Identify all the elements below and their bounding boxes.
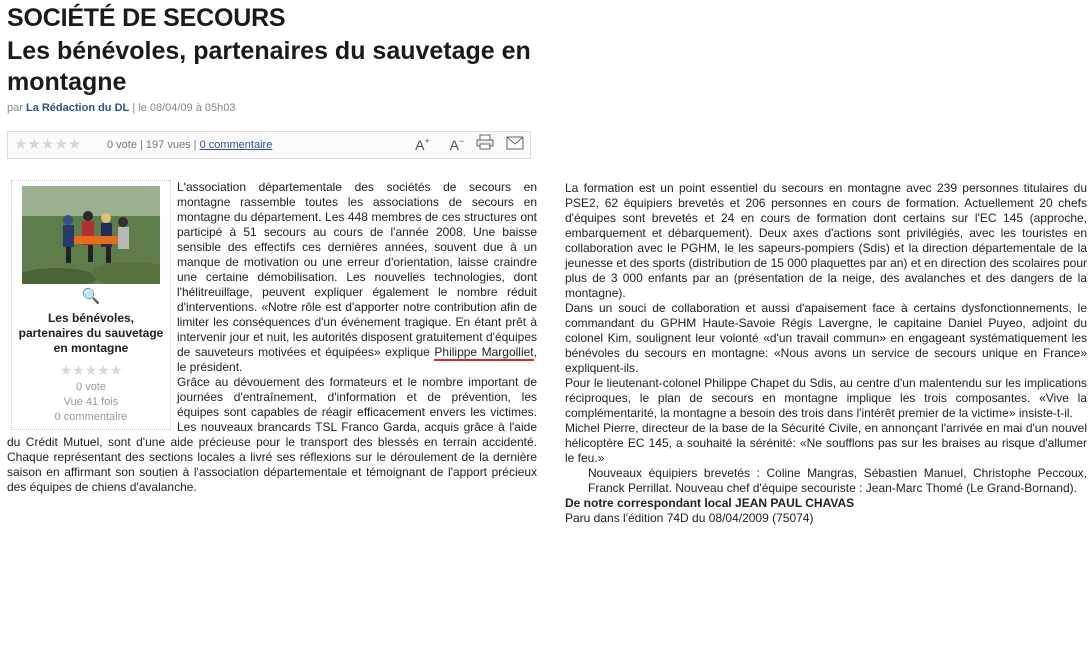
article-body-left: [7, 180, 537, 495]
font-decrease-button[interactable]: A−: [449, 136, 465, 153]
star-icon[interactable]: ★: [59, 362, 73, 378]
correspondent-signature: De notre correspondant local JEAN PAUL CHAVAS: [565, 496, 855, 510]
article-kicker: SOCIÉTÉ DE SECOURS: [7, 4, 286, 32]
article-tools: [399, 134, 524, 153]
font-increase-button[interactable]: A+: [415, 136, 430, 153]
star-icon[interactable]: ★: [109, 362, 123, 378]
photo-views: Vue 41 fois: [63, 396, 119, 408]
person-link[interactable]: Philippe Margolliet: [434, 345, 534, 359]
photo-votes: 0 vote: [76, 381, 106, 393]
paragraph-securite-civile: Michel Pierre, directeur de la base de la Sécurité Civile, en annonçant l'arrivée en mai d'un nouvel hélicoptère EC 145, a souhaité la sérénité: «Ne soufflons pas sur les braises au risque d'allumer le feu.»: [565, 421, 1087, 465]
star-icon[interactable]: ★: [67, 136, 82, 153]
byline: [7, 102, 537, 114]
paragraph-sdis: Pour le lieutenant-colonel Philippe Chapet du Sdis, au centre d'un malentendu sur les implications réciproques, le plan de secours en montagne implique les trois composantes. «Vive la complémentarité, la montagne a besoin des trois dans l'intérêt premier de la victime» insiste-t-il.: [565, 376, 1087, 420]
photo-comments-link[interactable]: 0 commentaire: [54, 411, 128, 423]
print-icon[interactable]: [476, 134, 494, 153]
vote-view-count: 0 vote | 197 vues |: [107, 139, 197, 151]
star-icon[interactable]: ★: [54, 136, 68, 153]
star-icon[interactable]: ★: [97, 362, 110, 378]
article-toolbar: [7, 131, 531, 159]
paragraph-training: La formation est un point essentiel du secours en montagne avec 239 personnes titulaires du PSE2, 62 équipiers brevetés et 206 personnes en cours de formation. Actuellement 20 chefs d'équipes sont brevetés et 24 en cours de formation dont certains sur l'EC 145 (approche, embarquement et débarquement). Deux axes d'actions sont privilégiés, avec les touristes en collaboration avec le PGHM, le les sapeurs-pompiers (Sdis) et la direction départementale de la jeunesse et des sports (distribution de 15 000 plaquettes par an) et en direction des scolaires pour plus de 3 000 enfants par an (présentation de la neige, des avalanches et des dangers de la montagne).: [565, 181, 1087, 300]
author-link[interactable]: La Rédaction du DL: [25, 102, 130, 114]
star-icon[interactable]: ★: [14, 136, 28, 153]
magnifier-icon[interactable]: 🔍: [81, 288, 101, 305]
article-title: Les bénévoles, partenaires du sauvetage en montagne: [7, 37, 531, 96]
envelope-icon[interactable]: [506, 136, 524, 153]
paragraph-new-members: Nouveaux équipiers brevetés : Coline Mangras, Sébastien Manuel, Christophe Peccoux, Franck Perrillat. Nouveau chef d'équipe secouriste : Jean-Marc Thomé (Le Grand-Bornand).: [588, 466, 1087, 495]
photo-caption: Les bénévoles, partenaires du sauvetage en montagne: [18, 311, 164, 355]
article-left-column: [7, 0, 537, 494]
rating-stars[interactable]: [14, 138, 81, 152]
star-icon[interactable]: ★: [27, 136, 41, 153]
comments-link[interactable]: 0 commentaire: [199, 139, 273, 151]
paragraph-collaboration: Dans un souci de collaboration et aussi d'apaisement face à certains dysfonctionnements, le commandant du GPHM Haute-Savoie Régis Lavergne, le capitaine Daniel Puyeo, adjoint du colonel Kim, soulignent leur volonté «d'un travail commun» en engageant systématiquement les bénévoles du secours en montagne: «Nous avons un service de secours unique en France» expliquent-ils.: [565, 301, 1087, 375]
article-stats: [107, 139, 272, 151]
star-icon[interactable]: ★: [84, 362, 98, 378]
paragraph-2: Grâce au dévouement des formateurs et le nombre important de journées d'entraînement, d'information et de prévention, les équipes sont capables de réagir efficacement envers les victimes. Les nouveaux brancards TSL Franco Garda, acquis grâce à l'aide du Crédit Mutuel, sont d'une aide précieuse pour le transport des blessés en terrain accidenté. Chaque représentant des sections locales a livré ses réflexions sur le déroulement de la dernière saison en affirmant son soutien à l'association départementale et témoignant de l'apport précieux des équipes de chiens d'avalanche.: [7, 375, 537, 494]
publish-date: | le 08/04/09 à 05h03: [132, 102, 236, 114]
star-icon[interactable]: ★: [40, 136, 55, 153]
edition-source: Paru dans l'édition 74D du 08/04/2009 (75074): [565, 511, 814, 525]
byline-prefix: par: [7, 102, 23, 114]
paragraph-1-end: , le président.: [177, 345, 537, 374]
article-right-column: [565, 181, 1087, 526]
star-icon[interactable]: ★: [72, 362, 85, 378]
paragraph-1: L'association départementale des sociétés de secours en montagne rassemble toutes les associations de secours en montagne du département. Les 448 membres de ces structures ont participé à 51 secours au cours de l'année 2008. Une baisse sensible des effectifs ces dernières années, souvent due à un manque de motivation ou une erreur d'orientation, laisse craindre une certaine démobilisation. Les nouvelles technologies, dont l'hélitreuillage, peuvent expliquer également le nombre réduit d'interventions. «Notre rôle est d'apporter notre contribution afin de limiter les conséquences d'un événement tragique. En étant prêt à intervenir jour et nuit, les autorités disposent gratuitement d'équipes de sauveteurs motivées et équipées» explique: [177, 180, 537, 359]
